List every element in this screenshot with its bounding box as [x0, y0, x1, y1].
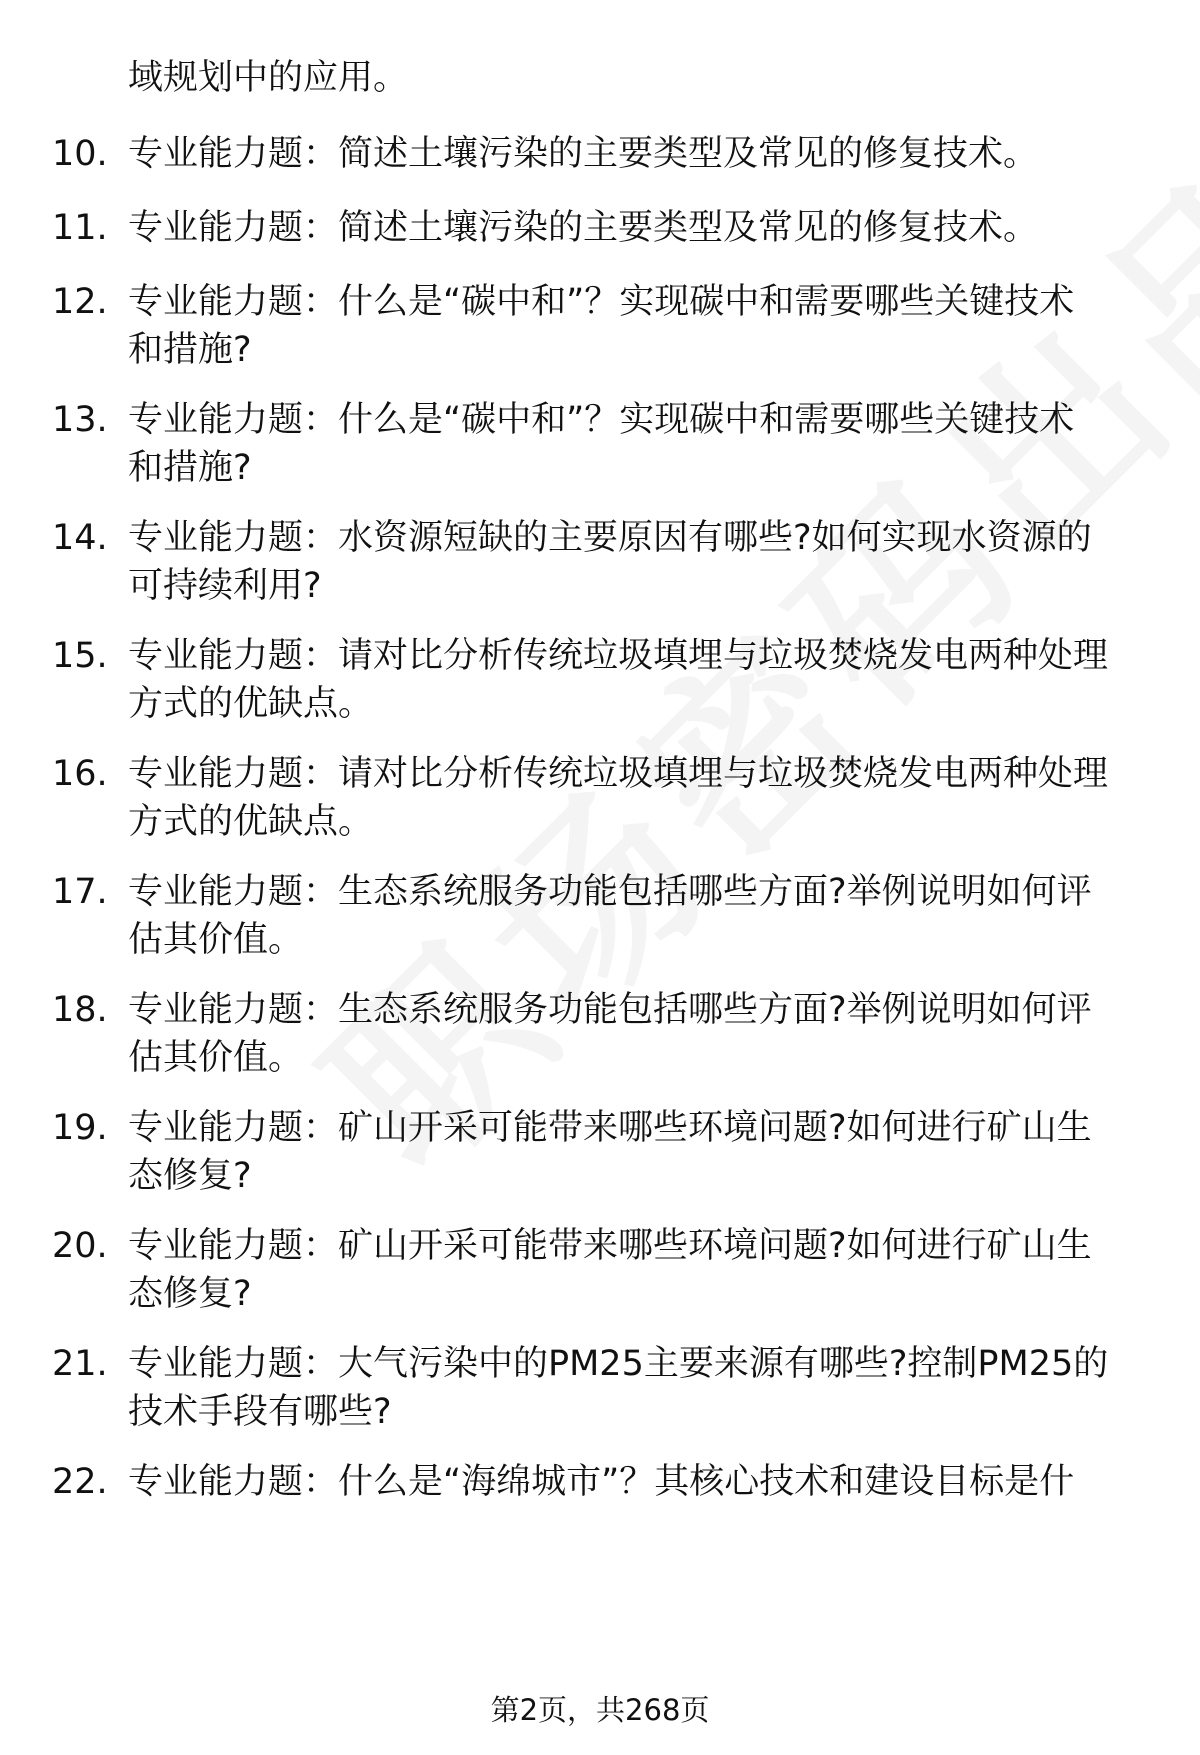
question-line: 技术手段有哪些?	[128, 1392, 392, 1432]
question-number: 16.	[52, 754, 108, 794]
question-number: 15.	[52, 636, 108, 676]
question-line: 专业能力题：生态系统服务功能包括哪些方面?举例说明如何评	[128, 872, 1092, 912]
question-line: 专业能力题：矿山开采可能带来哪些环境问题?如何进行矿山生	[128, 1226, 1092, 1266]
question-text	[128, 396, 1148, 492]
question-line: 可持续利用?	[128, 566, 322, 606]
question-text	[128, 1458, 1148, 1506]
question-line: 态修复?	[128, 1156, 252, 1196]
page-footer: 第2页，共268页	[490, 1693, 710, 1727]
question-number: 20.	[52, 1226, 108, 1266]
question-number: 14.	[52, 518, 108, 558]
question-number: 12.	[52, 282, 108, 322]
question-line: 专业能力题：矿山开采可能带来哪些环境问题?如何进行矿山生	[128, 1108, 1092, 1148]
question-number: 10.	[52, 134, 108, 174]
question-text	[128, 868, 1148, 964]
question-text	[128, 1340, 1148, 1436]
question-number: 18.	[52, 990, 108, 1030]
question-text	[128, 1222, 1148, 1318]
question-text	[128, 632, 1148, 728]
question-line: 和措施?	[128, 448, 252, 488]
question-line: 专业能力题：生态系统服务功能包括哪些方面?举例说明如何评	[128, 990, 1092, 1030]
question-number: 13.	[52, 400, 108, 440]
question-line: 和措施?	[128, 330, 252, 370]
question-line: 专业能力题：什么是“海绵城市”？其核心技术和建设目标是什	[128, 1462, 1075, 1502]
continued-line: 域规划中的应用。	[128, 58, 409, 98]
question-line: 专业能力题：请对比分析传统垃圾填埋与垃圾焚烧发电两种处理	[128, 754, 1109, 794]
question-line: 专业能力题：什么是“碳中和”？实现碳中和需要哪些关键技术	[128, 282, 1075, 322]
question-line: 估其价值。	[128, 1038, 304, 1078]
question-line: 专业能力题：简述土壤污染的主要类型及常见的修复技术。	[128, 134, 1039, 174]
question-line: 专业能力题：水资源短缺的主要原因有哪些?如何实现水资源的	[128, 518, 1092, 558]
question-number: 22.	[52, 1462, 108, 1502]
question-text	[128, 514, 1148, 610]
question-text	[128, 750, 1148, 846]
question-line: 方式的优缺点。	[128, 802, 374, 842]
question-line: 专业能力题：大气污染中的PM25主要来源有哪些?控制PM25的	[128, 1344, 1109, 1384]
question-line: 估其价值。	[128, 920, 304, 960]
question-text	[128, 278, 1148, 374]
question-text	[128, 130, 1148, 178]
question-number: 17.	[52, 872, 108, 912]
question-number: 21.	[52, 1344, 108, 1384]
question-line: 态修复?	[128, 1274, 252, 1314]
question-line: 专业能力题：什么是“碳中和”？实现碳中和需要哪些关键技术	[128, 400, 1075, 440]
question-number: 19.	[52, 1108, 108, 1148]
question-text	[128, 204, 1148, 252]
question-number: 11.	[52, 208, 108, 248]
question-line: 专业能力题：请对比分析传统垃圾填埋与垃圾焚烧发电两种处理	[128, 636, 1109, 676]
question-text	[128, 986, 1148, 1082]
question-text	[128, 1104, 1148, 1200]
question-line: 专业能力题：简述土壤污染的主要类型及常见的修复技术。	[128, 208, 1039, 248]
question-line: 方式的优缺点。	[128, 684, 374, 724]
